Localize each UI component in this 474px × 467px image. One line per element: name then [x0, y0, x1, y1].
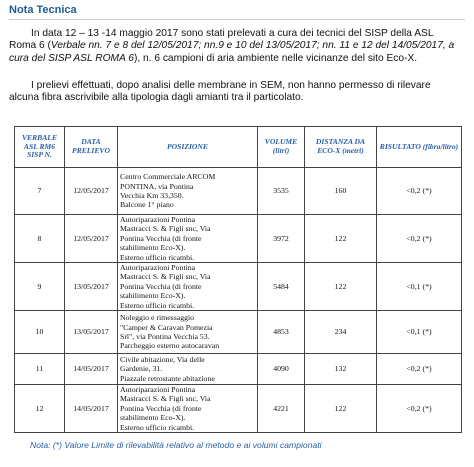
cell-risultato: <0,1 (*)	[377, 263, 462, 311]
cell-distanza: 160	[305, 168, 377, 215]
posizione-line: Autoriparazioni Pontina	[120, 263, 196, 273]
header-posizione: POSIZIONE	[118, 127, 258, 168]
cell-verbale: 10	[15, 311, 65, 354]
posizione-line: Autoriparazioni Pontina	[120, 385, 196, 395]
cell-data-prelievo: 13/05/2017	[65, 311, 118, 354]
header-risultato: RISULTATO (fibra/litro)	[377, 127, 462, 168]
posizione-line: Srl", via Pontina Vecchia 53.	[120, 332, 210, 342]
cell-posizione	[118, 215, 258, 263]
cell-risultato: <0,1 (*)	[377, 311, 462, 354]
cell-distanza: 234	[305, 311, 377, 354]
cell-verbale: 9	[15, 263, 65, 311]
cell-posizione	[118, 385, 258, 433]
cell-data-prelievo: 14/05/2017	[65, 354, 118, 385]
cell-data-prelievo: 12/05/2017	[65, 168, 118, 215]
posizione-line: Esterno ufficio ricambi.	[120, 300, 195, 310]
cell-volume: 5484	[258, 263, 305, 311]
header-verbale: VERBALE ASL RM6 SISP N.	[15, 127, 65, 168]
header-volume: VOLUME (litri)	[258, 127, 305, 168]
cell-volume: 4853	[258, 311, 305, 354]
result-paragraph: I prelievi effettuati, dopo analisi delle membrane in SEM, non hanno permesso di rilevare alcuna fibra ascrivibile alla tipologia dagli amianti tra il particolato.	[9, 80, 431, 104]
table-row	[15, 168, 462, 215]
cell-data-prelievo: 14/05/2017	[65, 385, 118, 433]
header-data-prelievo: DATA PRELIEVO	[65, 127, 118, 168]
footnote: Nota: (*) Valore Limite di rilevabilità relativo al metodo e ai volumi campionati	[30, 440, 322, 450]
cell-data-prelievo: 13/05/2017	[65, 263, 118, 311]
posizione-line: Civile abitazione, Via delle	[120, 354, 205, 364]
cell-verbale: 12	[15, 385, 65, 433]
posizione-line: Parcheggio esterno autocaravan	[120, 341, 220, 351]
cell-posizione	[118, 168, 258, 215]
posizione-line: Centro Commerciale ARCOM	[120, 172, 216, 182]
posizione-line: Gardenie, 31.	[120, 364, 163, 374]
posizione-line: Esterno ufficio ricambi.	[120, 252, 195, 262]
title-divider	[9, 19, 465, 20]
posizione-line: Noleggio e rimessaggio	[120, 313, 195, 323]
posizione-line: Esterno ufficio ricambi.	[120, 422, 195, 432]
table-header-row	[15, 127, 462, 168]
posizione-line: Balcone 1° piano	[120, 200, 174, 210]
intro-paragraph	[9, 28, 461, 65]
posizione-line: PONTINA, via Pontina	[120, 181, 194, 191]
cell-volume: 3972	[258, 215, 305, 263]
cell-volume: 4221	[258, 385, 305, 433]
cell-posizione	[118, 263, 258, 311]
posizione-line: Mastracci S. & Figli snc, Via	[120, 394, 211, 404]
verbale-reference: Verbale nn. 7 e 8 del 12/05/2017; nn.9 e 10 del 13/05/2017; nn. 11 e 12 del 14/05/2017, a cura del SISP ASL ROMA 6	[9, 40, 455, 64]
cell-volume: 4090	[258, 354, 305, 385]
posizione-line: Autoriparazioni Pontina	[120, 215, 196, 224]
cell-distanza: 122	[305, 215, 377, 263]
posizione-line: Mastracci S. & Figli snc, Via	[120, 224, 211, 234]
cell-risultato: <0,2 (*)	[377, 385, 462, 433]
page-title: Nota Tecnica	[9, 4, 77, 16]
intro-text: In data 12 – 13 -14 maggio 2017 sono stati prelevati a cura dei tecnici del SISP della ASL Roma 6 (	[9, 28, 434, 52]
posizione-line: Pontina Vecchia (di fronte	[120, 403, 202, 413]
table-row	[15, 263, 462, 311]
posizione-line: stabilimento Eco-X).	[120, 243, 186, 253]
posizione-line: stabilimento Eco-X).	[120, 413, 186, 423]
table-row	[15, 385, 462, 433]
cell-distanza: 132	[305, 354, 377, 385]
cell-distanza: 122	[305, 385, 377, 433]
posizione-line: stabilimento Eco-X).	[120, 291, 186, 301]
cell-distanza: 122	[305, 263, 377, 311]
posizione-line: Mastracci S. & Figli snc, Via	[120, 272, 211, 282]
intro-text: ), n. 6 campioni di aria ambiente nelle vicinanze del sito Eco-X.	[133, 52, 418, 64]
cell-verbale: 11	[15, 354, 65, 385]
sampling-table	[14, 126, 462, 433]
posizione-line: Pontina Vecchia (di fronte	[120, 233, 202, 243]
cell-verbale: 7	[15, 168, 65, 215]
posizione-line: Vecchia Km 33,350.	[120, 191, 184, 200]
table-row	[15, 215, 462, 263]
cell-posizione	[118, 354, 258, 385]
cell-risultato: <0,2 (*)	[377, 215, 462, 263]
cell-risultato: <0,2 (*)	[377, 168, 462, 215]
cell-risultato: <0,2 (*)	[377, 354, 462, 385]
posizione-line: Piazzale retrostante abitazione	[120, 373, 215, 383]
header-distanza: DISTANZA DA ECO-X (metri)	[305, 127, 377, 168]
posizione-line: "Camper & Caravan Pomezia	[120, 322, 213, 332]
table-row	[15, 354, 462, 385]
cell-posizione	[118, 311, 258, 354]
cell-data-prelievo: 12/05/2017	[65, 215, 118, 263]
table-row	[15, 311, 462, 354]
cell-verbale: 8	[15, 215, 65, 263]
posizione-line: Pontina Vecchia (di fronte	[120, 281, 202, 291]
cell-volume: 3535	[258, 168, 305, 215]
